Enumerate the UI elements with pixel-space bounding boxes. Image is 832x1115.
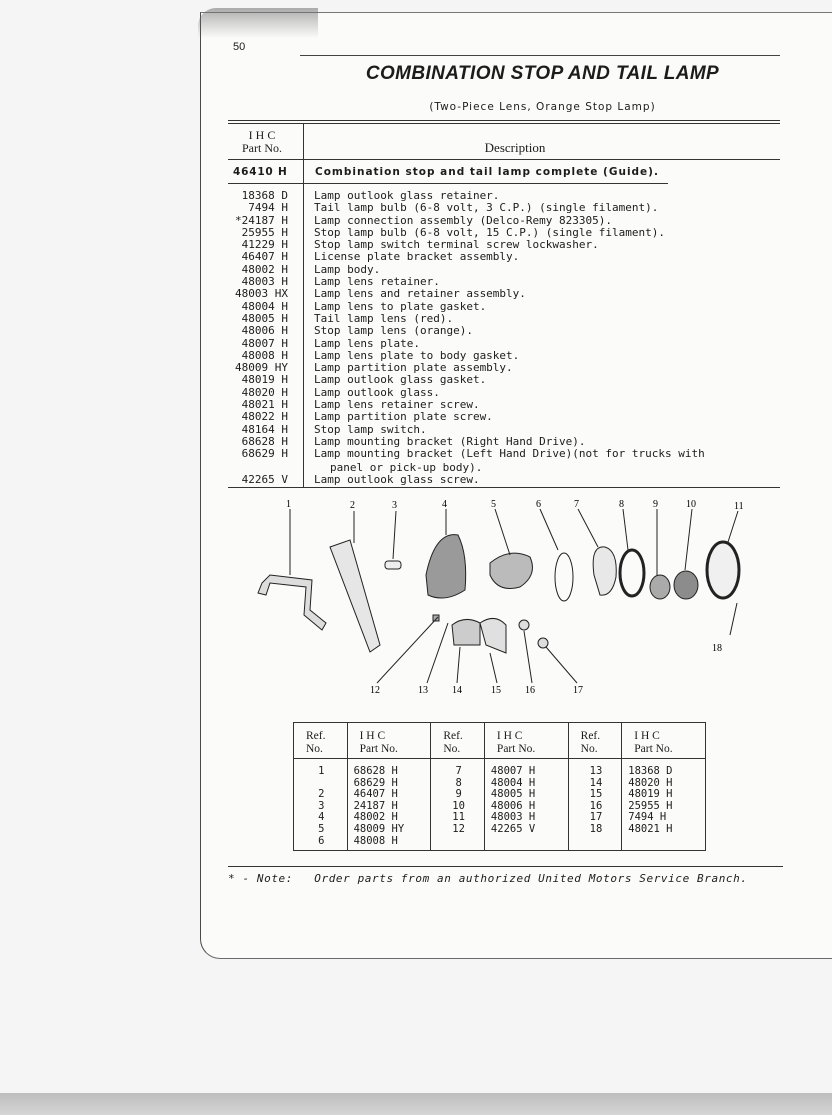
- page-title: COMBINATION STOP AND TAIL LAMP: [365, 63, 720, 84]
- part-number: 46407 H: [241, 250, 288, 264]
- part-number: 48008 H: [241, 348, 288, 362]
- part-description: Tail lamp lens (red).: [314, 311, 454, 325]
- part-number: 48002 H: [241, 262, 288, 276]
- part-description: Lamp lens plate.: [314, 336, 420, 350]
- part-description: Tail lamp bulb (6-8 volt, 3 C.P.) (single filament).: [314, 201, 659, 215]
- table-top-rule-2: [228, 123, 780, 124]
- ref-part-number: 25955 H: [628, 799, 673, 812]
- guide-row-rule: [228, 183, 668, 184]
- ref-number: 14: [589, 776, 603, 789]
- part-number: 18368 D: [241, 189, 288, 202]
- diagram-callout: 18: [712, 643, 722, 654]
- part-description: Lamp mounting bracket (Right Hand Drive).: [314, 434, 586, 448]
- stop-lens-shape: [674, 571, 698, 599]
- ref-number: 8: [455, 776, 462, 789]
- guide-part-number: 46410 H: [233, 166, 288, 178]
- ref-number: 15: [589, 788, 603, 801]
- ref-number: 16: [589, 799, 603, 812]
- connection-shape: [385, 561, 401, 569]
- ref-number: 12: [452, 822, 465, 835]
- part-number: 48003 HX: [235, 287, 288, 301]
- scanner-bottom-strip: [0, 1093, 832, 1115]
- ref-part-number: 48020 H: [628, 776, 673, 789]
- parts-list-row: [226, 313, 786, 325]
- part-number: 48022 H: [241, 410, 288, 424]
- ref-part-number: 48009 HY: [353, 822, 405, 835]
- diagram-callout: 11: [734, 501, 744, 512]
- parts-list-row: [226, 387, 786, 399]
- part-number: 7494 H: [248, 201, 288, 215]
- ref-number: 1: [318, 765, 325, 777]
- diagram-callout: 5: [491, 499, 496, 510]
- ref-part-number: 18368 D: [628, 765, 673, 777]
- ref-part-number: 48003 H: [490, 811, 536, 824]
- parts-list-row: [226, 251, 786, 263]
- part-numbers-col3: [622, 759, 706, 851]
- ref-header: Ref.: [580, 730, 601, 742]
- screw-part-shape: [433, 615, 439, 621]
- part-description: Lamp partition plate screw.: [314, 410, 493, 424]
- last-row-part: 42265 V: [241, 473, 288, 486]
- part-number: 25955 H: [241, 225, 288, 239]
- parts-list: [226, 190, 786, 461]
- part-number: 48005 H: [241, 311, 288, 325]
- ref-part-number: 48021 H: [628, 822, 673, 835]
- parts-list-row: [226, 374, 786, 386]
- ref-number: 4: [318, 811, 325, 824]
- part-description: Stop lamp switch.: [314, 422, 427, 436]
- part-description: Lamp outlook glass gasket.: [314, 373, 487, 387]
- ref-numbers-col2: [431, 759, 485, 851]
- part-number: 48019 H: [241, 373, 288, 387]
- part-description: Lamp lens to plate gasket.: [314, 299, 487, 313]
- ref-number: 9: [455, 788, 462, 801]
- mounting-bracket-shape: [258, 575, 326, 630]
- part-description: Stop lamp switch terminal screw lockwasher.: [314, 238, 599, 252]
- diagram-callout: 15: [491, 685, 501, 696]
- ref-header: No.: [306, 743, 323, 755]
- part-number: 48009 HY: [235, 361, 288, 375]
- partition-plate-shape: [490, 553, 532, 588]
- last-row-description: Lamp outlook glass screw.: [314, 473, 480, 486]
- part-number: 48020 H: [241, 385, 288, 399]
- ref-header: Ref.: [306, 730, 326, 742]
- gasket-shape: [555, 553, 573, 601]
- diagram-callout: 2: [350, 500, 355, 511]
- ihc-header: Part No.: [359, 743, 398, 755]
- diagram-callout: 1: [286, 499, 291, 510]
- parts-list-row: [226, 325, 786, 337]
- ref-header: Ref.: [443, 730, 463, 742]
- diagram-callout: 9: [653, 499, 658, 510]
- lens-plate-shape: [593, 547, 616, 595]
- ref-part-number: 46407 H: [353, 788, 398, 801]
- part-number: 48004 H: [241, 299, 288, 313]
- diagram-callout: 4: [442, 499, 447, 510]
- ref-part-number: 42265 V: [490, 822, 536, 835]
- ref-number: 13: [589, 765, 603, 777]
- ref-part-number: 24187 H: [353, 799, 398, 812]
- parts-list-row: [226, 362, 786, 374]
- column-header-description: Description: [484, 140, 546, 155]
- part-description: Lamp partition plate assembly.: [314, 361, 513, 375]
- footnote-text: Order parts from an authorized United Motors Service Branch.: [314, 872, 748, 885]
- ref-part-number: 48006 H: [490, 799, 536, 812]
- ref-number: 17: [589, 811, 603, 824]
- diagram-callout: 12: [370, 685, 380, 696]
- part-number: 48006 H: [241, 324, 288, 338]
- ref-number: 2: [318, 788, 325, 801]
- part-number: 48021 H: [241, 398, 288, 412]
- reference-table: [293, 722, 706, 851]
- parts-list-row: [226, 448, 786, 460]
- table-header-rule: [228, 159, 780, 160]
- outlook-glass-gasket-shape: [480, 618, 506, 653]
- ihc-header: I H C: [634, 730, 660, 742]
- table-top-rule: [228, 120, 780, 121]
- part-description: Lamp mounting bracket (Left Hand Drive)(not for trucks with: [314, 447, 705, 461]
- tail-bulb-shape: [538, 638, 548, 648]
- ref-part-number: 48008 H: [353, 834, 398, 847]
- part-number: *24187 H: [235, 213, 288, 227]
- ref-number: 6: [318, 834, 325, 847]
- exploded-parts-diagram: [240, 495, 770, 705]
- ref-part-number: 48007 H: [490, 765, 536, 777]
- page-number: 50: [233, 41, 246, 53]
- column-header-ihc-line2: Part No.: [242, 141, 282, 155]
- license-bracket-shape: [330, 540, 380, 652]
- ref-part-number: 68628 H: [353, 765, 398, 777]
- part-number: 48007 H: [241, 336, 288, 350]
- ref-number: 7: [455, 765, 462, 777]
- ref-numbers-col3: [568, 759, 622, 851]
- ref-number: 10: [452, 799, 465, 812]
- table-bottom-rule: [228, 487, 780, 488]
- part-description: Lamp lens plate to body gasket.: [314, 348, 520, 362]
- column-header-ihc-line1: I H C: [248, 128, 276, 142]
- lamp-body-shape: [426, 535, 466, 598]
- ref-number: 3: [318, 799, 325, 812]
- ref-part-number: 48002 H: [353, 811, 398, 824]
- parts-list-row: [226, 399, 786, 411]
- column-header-ihc: [232, 129, 292, 155]
- part-numbers-col1: [347, 759, 431, 851]
- part-description: Lamp lens retainer screw.: [314, 398, 480, 412]
- parts-list-row: [226, 338, 786, 350]
- diagram-callout: 8: [619, 499, 624, 510]
- part-description: Lamp lens retainer.: [314, 275, 440, 289]
- part-description: Stop lamp lens (orange).: [314, 324, 473, 338]
- outlook-glass-shape: [452, 619, 480, 645]
- ref-part-number: 68629 H: [353, 776, 398, 789]
- ihc-header: Part No.: [496, 743, 536, 755]
- tail-lens-shape: [650, 575, 670, 599]
- part-number: 41229 H: [241, 238, 288, 252]
- parts-list-row: [226, 301, 786, 313]
- parts-list-row: [226, 411, 786, 423]
- part-description: Lamp outlook glass.: [314, 385, 440, 399]
- ihc-header: Part No.: [634, 743, 673, 755]
- part-numbers-col2: [484, 759, 568, 851]
- diagram-callout: 7: [574, 499, 579, 510]
- footnote: [228, 872, 748, 885]
- part-description: License plate bracket assembly.: [314, 250, 520, 264]
- row-continuation: panel or pick-up body).: [330, 461, 483, 474]
- part-number: 68629 H: [241, 447, 288, 461]
- diagram-callout: 13: [418, 685, 428, 696]
- ihc-header: I H C: [496, 730, 523, 742]
- ref-header: No.: [443, 743, 461, 755]
- part-description: Stop lamp bulb (6-8 volt, 15 C.P.) (single filament).: [314, 225, 665, 239]
- diagram-callout: 10: [686, 499, 696, 510]
- diagram-callout: 17: [573, 685, 583, 696]
- note-rule: [228, 866, 783, 867]
- parts-list-row: [226, 288, 786, 300]
- page-subtitle: (Two-Piece Lens, Orange Stop Lamp): [429, 101, 656, 113]
- ref-part-number: 7494 H: [628, 811, 667, 824]
- ref-header: No.: [580, 743, 598, 755]
- diagram-callout: 3: [392, 500, 397, 511]
- part-description: Lamp outlook glass retainer.: [314, 189, 500, 202]
- part-number: 68628 H: [241, 434, 288, 448]
- ref-part-number: 48019 H: [628, 788, 673, 801]
- part-description: Lamp lens and retainer assembly.: [314, 287, 526, 301]
- ref-numbers-col1: [294, 759, 348, 851]
- diagram-callout: 6: [536, 499, 541, 510]
- stop-bulb-shape: [519, 620, 529, 630]
- parts-list-row: [226, 202, 786, 214]
- lens-retainer-shape: [707, 542, 739, 598]
- ref-number: 5: [318, 822, 325, 835]
- part-description: Lamp connection assembly (Delco-Remy 823305).: [314, 213, 613, 227]
- part-number: 48164 H: [241, 422, 288, 436]
- ref-part-number: 48004 H: [490, 776, 536, 789]
- ref-number: 18: [589, 822, 603, 835]
- ref-number: 11: [452, 811, 465, 824]
- parts-list-row: [226, 264, 786, 276]
- part-number: 48003 H: [241, 275, 288, 289]
- guide-description: Combination stop and tail lamp complete (Guide).: [315, 166, 659, 178]
- lens-gasket-shape: [620, 550, 644, 596]
- ihc-header: I H C: [359, 730, 386, 742]
- footnote-label: * - Note:: [228, 872, 294, 885]
- part-description: Lamp body.: [314, 262, 381, 276]
- header-rule: [300, 55, 780, 56]
- scan-edge-shadow: [198, 8, 318, 38]
- diagram-callout: 16: [525, 685, 535, 696]
- diagram-callout: 14: [452, 685, 462, 696]
- ref-part-number: 48005 H: [490, 788, 536, 801]
